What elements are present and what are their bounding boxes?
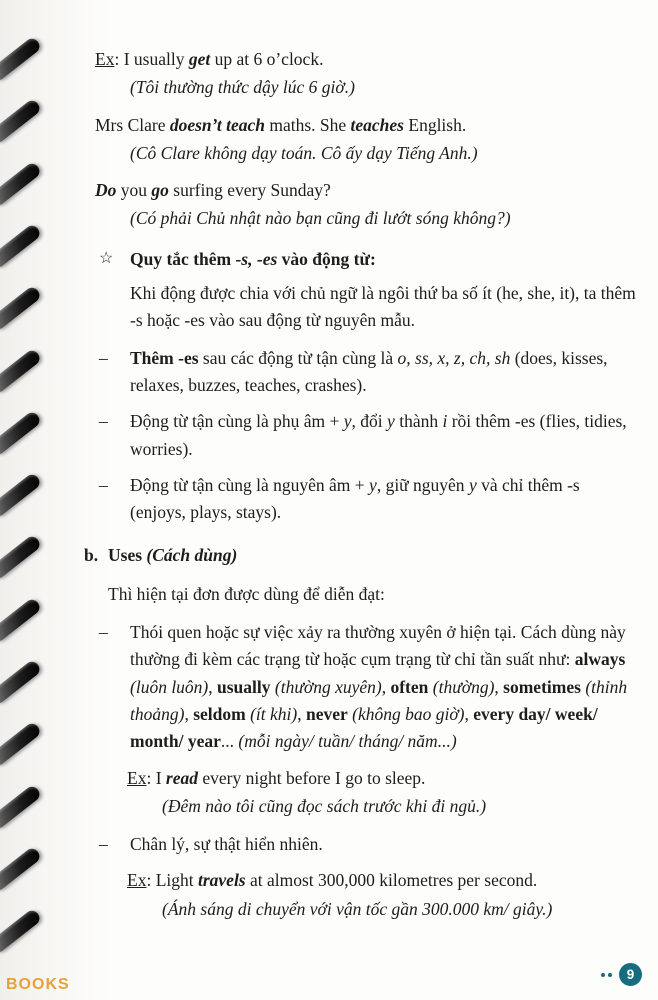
page-number: 9 [626, 967, 635, 982]
text-segment: -s, -es [235, 248, 278, 269]
text-segment: Quy tắc thêm [130, 248, 236, 269]
text-segment: (Tôi thường thức dậy lúc 6 giờ.) [130, 77, 355, 98]
dash-bullet: – [99, 834, 108, 855]
publisher-logo: BOOKS [6, 976, 70, 993]
text-segment: , giữ nguyên [376, 474, 469, 495]
text-segment: Ex [95, 49, 115, 69]
text-segment: Khi động được chia với chủ ngữ là ngôi thứ ba số ít (he, she, it), ta thêm -s hoặc -es vào sau động từ nguyên mẫu. [130, 283, 636, 331]
text-segment: và chỉ thêm -s (enjoys, plays, stays). [130, 474, 580, 523]
example-sentence [95, 112, 638, 139]
text-segment: read [165, 767, 198, 788]
text-segment: , [381, 676, 391, 697]
text-segment: maths. She [264, 114, 351, 135]
text-segment: (thường xuyên) [274, 676, 382, 697]
text-segment: never [305, 703, 348, 724]
example-block-5 [127, 867, 638, 923]
text-segment: Thói quen hoặc sự việc xảy ra thường xuyên ở hiện tại. Cách dùng này thường đi kèm các trạng từ hoặc cụm trạng từ chỉ tần suất như: [130, 622, 626, 670]
text-segment: you [116, 180, 152, 201]
uses-heading [84, 542, 638, 569]
text-segment: , đổi [351, 411, 388, 432]
text-segment: Động từ tận cùng là phụ âm + [130, 411, 344, 432]
text-segment: Ex [127, 767, 147, 788]
dash-bullet: – [99, 411, 108, 432]
star-icon: ☆ [99, 249, 114, 267]
text-segment: always [574, 649, 626, 670]
text-segment: y [468, 474, 477, 495]
rule-heading [95, 246, 638, 273]
example-translation [130, 140, 638, 167]
rule-heading-text [130, 246, 638, 273]
example-translation [130, 205, 638, 232]
text-segment: seldom [193, 703, 246, 724]
text-segment: vào động từ: [277, 248, 376, 269]
rule-item-text [130, 345, 638, 400]
text-segment: every day/ week/ month/ year [130, 703, 598, 752]
text-segment: y [369, 474, 377, 495]
text-segment: : I [146, 767, 166, 788]
text-segment: , [464, 703, 474, 724]
text-segment: Thêm -es [130, 347, 199, 368]
text-segment: Uses [108, 545, 147, 566]
uses-item-1 [95, 619, 638, 755]
text-segment: sometimes [503, 676, 581, 697]
text-segment: Chân lý, sự thật hiển nhiên. [130, 834, 323, 855]
rule-item-3 [95, 472, 638, 527]
text-segment: English. [404, 114, 467, 135]
text-segment: , [208, 676, 218, 697]
page-number-badge [619, 963, 642, 986]
rule-item-2 [95, 408, 638, 463]
example-translation [162, 793, 638, 820]
uses-item-text [130, 831, 638, 858]
text-segment: Mrs Clare [95, 114, 170, 135]
text-segment: (Ánh sáng di chuyển với vận tốc gần 300.000 km/ giây.) [162, 898, 553, 919]
text-segment: (không bao giờ) [352, 703, 465, 724]
example-block-4 [127, 765, 638, 821]
text-segment: i [442, 411, 448, 432]
text-segment: at almost 300,000 kilometres per second. [245, 870, 538, 891]
text-segment: up at 6 o’clock. [210, 49, 324, 69]
text-segment: , [184, 703, 194, 724]
example-sentence [127, 867, 638, 894]
rule-item-1 [95, 345, 638, 400]
text-segment: (Cô Clare không dạy toán. Cô ấy dạy Tiếng Anh.) [130, 142, 478, 163]
rule-intro-text [130, 280, 638, 335]
uses-label: b. [84, 545, 99, 566]
uses-item-text [130, 619, 638, 755]
text-segment: Do [95, 180, 117, 201]
dash-bullet: – [99, 347, 108, 368]
example-block-2 [95, 112, 638, 168]
text-segment: every night before I go to sleep. [197, 767, 426, 788]
text-segment: (Có phải Chủ nhật nào bạn cũng đi lướt sóng không?) [130, 208, 511, 229]
text-segment: go [151, 180, 169, 201]
text-segment: (thường) [432, 676, 495, 697]
example-block-1 [95, 46, 638, 102]
rule-item-text [130, 408, 638, 463]
example-sentence [95, 46, 638, 73]
text-segment: (luôn luôn) [130, 676, 209, 697]
rule-item-text [130, 472, 638, 527]
text-segment: (Đêm nào tôi cũng đọc sách trước khi đi ngủ.) [162, 795, 487, 816]
text-segment: (does, kisses, relaxes, buzzes, teaches, crashes). [130, 347, 608, 395]
text-segment: teaches [350, 114, 404, 135]
text-segment: rồi thêm -es (flies, tidies, worries). [130, 411, 627, 459]
text-segment: : I usually [114, 49, 189, 69]
text-segment: y [343, 411, 352, 432]
example-block-3 [95, 177, 638, 233]
text-segment: : Light [146, 870, 198, 891]
text-segment: thành [394, 411, 443, 432]
text-segment: (thỉnh thoảng) [130, 676, 628, 724]
text-segment: (mỗi ngày/ tuần/ tháng/ năm...) [238, 731, 457, 752]
text-segment: sau các động từ tận cùng là [198, 347, 398, 368]
example-sentence [95, 177, 638, 204]
text-segment: travels [197, 870, 246, 891]
page-number-area [601, 963, 642, 986]
text-segment: often [390, 676, 429, 697]
text-segment: (Cách dùng) [146, 545, 238, 566]
dots-decoration [601, 973, 612, 977]
text-segment: Ex [127, 870, 147, 891]
uses-intro-text [108, 581, 638, 608]
text-segment: , [494, 676, 504, 697]
uses-heading-text [108, 542, 237, 569]
uses-item-2 [95, 831, 638, 858]
text-segment: o, ss, x, z, ch, sh [397, 347, 511, 368]
example-translation [162, 896, 638, 923]
text-segment: Thì hiện tại đơn được dùng để diễn đạt: [108, 583, 385, 604]
examples-section [95, 46, 638, 233]
example-translation [130, 74, 638, 101]
text-segment: doesn’t teach [169, 114, 265, 135]
text-segment: Động từ tận cùng là nguyên âm + [130, 474, 370, 495]
text-segment: (ít khi) [250, 703, 298, 724]
text-segment: usually [217, 676, 271, 697]
text-segment: surfing every Sunday? [168, 180, 331, 201]
text-segment: get [188, 49, 211, 69]
text-segment: y [387, 411, 395, 432]
example-sentence [127, 765, 638, 792]
dash-bullet: – [99, 474, 108, 495]
dash-bullet: – [99, 622, 108, 643]
text-segment: , [297, 703, 306, 724]
text-segment: ... [220, 731, 239, 752]
